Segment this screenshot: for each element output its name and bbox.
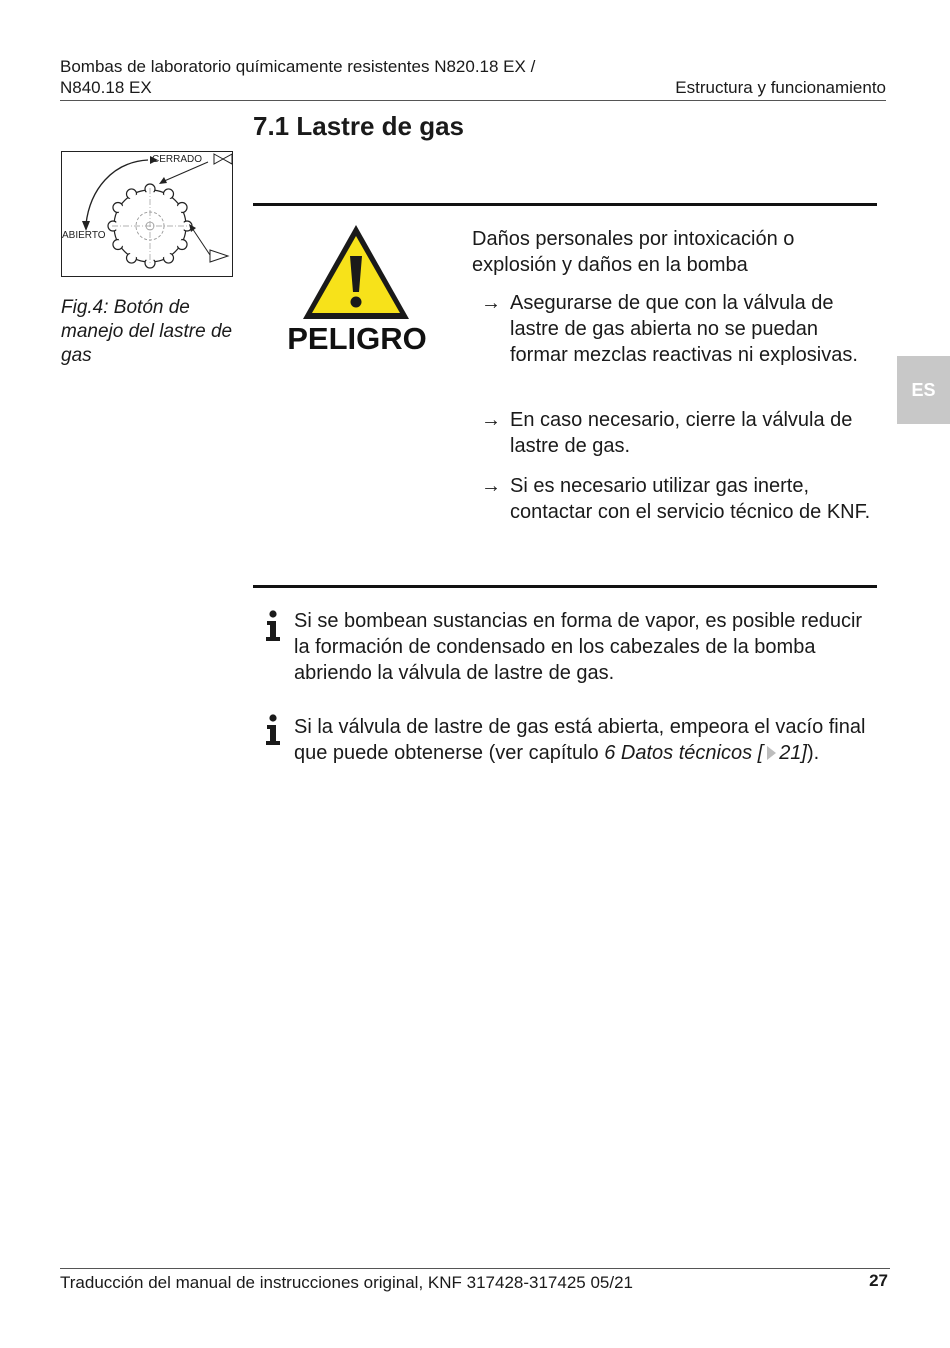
info-note-2	[294, 714, 879, 766]
arrow-right-icon: →	[481, 409, 501, 431]
danger-divider-top	[253, 203, 877, 206]
chapter-title: Estructura y funcionamiento	[675, 78, 886, 97]
danger-title: Daños personales por intoxicación o explosión y daños en la bomba	[472, 228, 795, 276]
cross-reference-title: 6 Datos técnicos [	[604, 742, 764, 764]
danger-divider-bottom	[253, 585, 877, 588]
danger-bullet-text: Asegurarse de que con la válvula de lastre de gas abierta no se puedan formar mezclas reactivas ni explosivas.	[510, 292, 858, 366]
danger-bullet-3	[481, 473, 876, 525]
cross-reference-page: 21]	[779, 742, 807, 764]
document-title	[60, 56, 620, 98]
figure-caption: Fig.4: Botón de manejo del lastre de gas	[61, 297, 233, 366]
danger-bullet-text: En caso necesario, cierre la válvula de lastre de gas.	[510, 409, 853, 457]
signal-word: PELIGRO	[287, 321, 427, 356]
warning-triangle-icon	[300, 222, 412, 322]
danger-bullet-2	[481, 407, 876, 459]
arrow-right-icon: →	[481, 292, 501, 314]
info-icon	[264, 610, 282, 642]
header-divider	[60, 100, 886, 101]
page-reference-icon	[767, 746, 776, 760]
danger-bullet-text: Si es necesario utilizar gas inerte, contactar con el servicio técnico de KNF.	[510, 475, 871, 523]
arrow-right-icon: →	[481, 475, 501, 497]
info-icon	[264, 714, 282, 746]
footer-divider	[60, 1268, 890, 1269]
danger-bullet-1	[481, 290, 876, 368]
cross-reference-link[interactable]	[604, 742, 807, 764]
info-note-2-text: Si la válvula de lastre de gas está abierta, empeora el vacío final que puede obtenerse (ver capítulo	[294, 716, 866, 764]
document-title-line1: Bombas de laboratorio químicamente resistentes N820.18 EX /	[60, 57, 536, 76]
gas-ballast-knob-figure	[61, 151, 233, 277]
gas-ballast-knob-illustration	[62, 152, 232, 276]
info-note-2-end: ).	[807, 742, 820, 764]
section-title: 7.1 Lastre de gas	[253, 111, 464, 141]
info-note-1: Si se bombean sustancias en forma de vapor, es posible reducir la formación de condensado en los cabezales de la bomba abriendo la válvula de lastre de gas.	[294, 610, 863, 684]
page-number: 27	[869, 1271, 888, 1290]
footer-text: Traducción del manual de instrucciones original, KNF 317428-317425 05/21	[60, 1273, 634, 1292]
label-closed: CERRADO	[152, 154, 203, 165]
language-tab: ES	[897, 356, 950, 424]
label-open: ABIERTO	[62, 230, 106, 241]
document-title-line2: N840.18 EX	[60, 78, 152, 97]
